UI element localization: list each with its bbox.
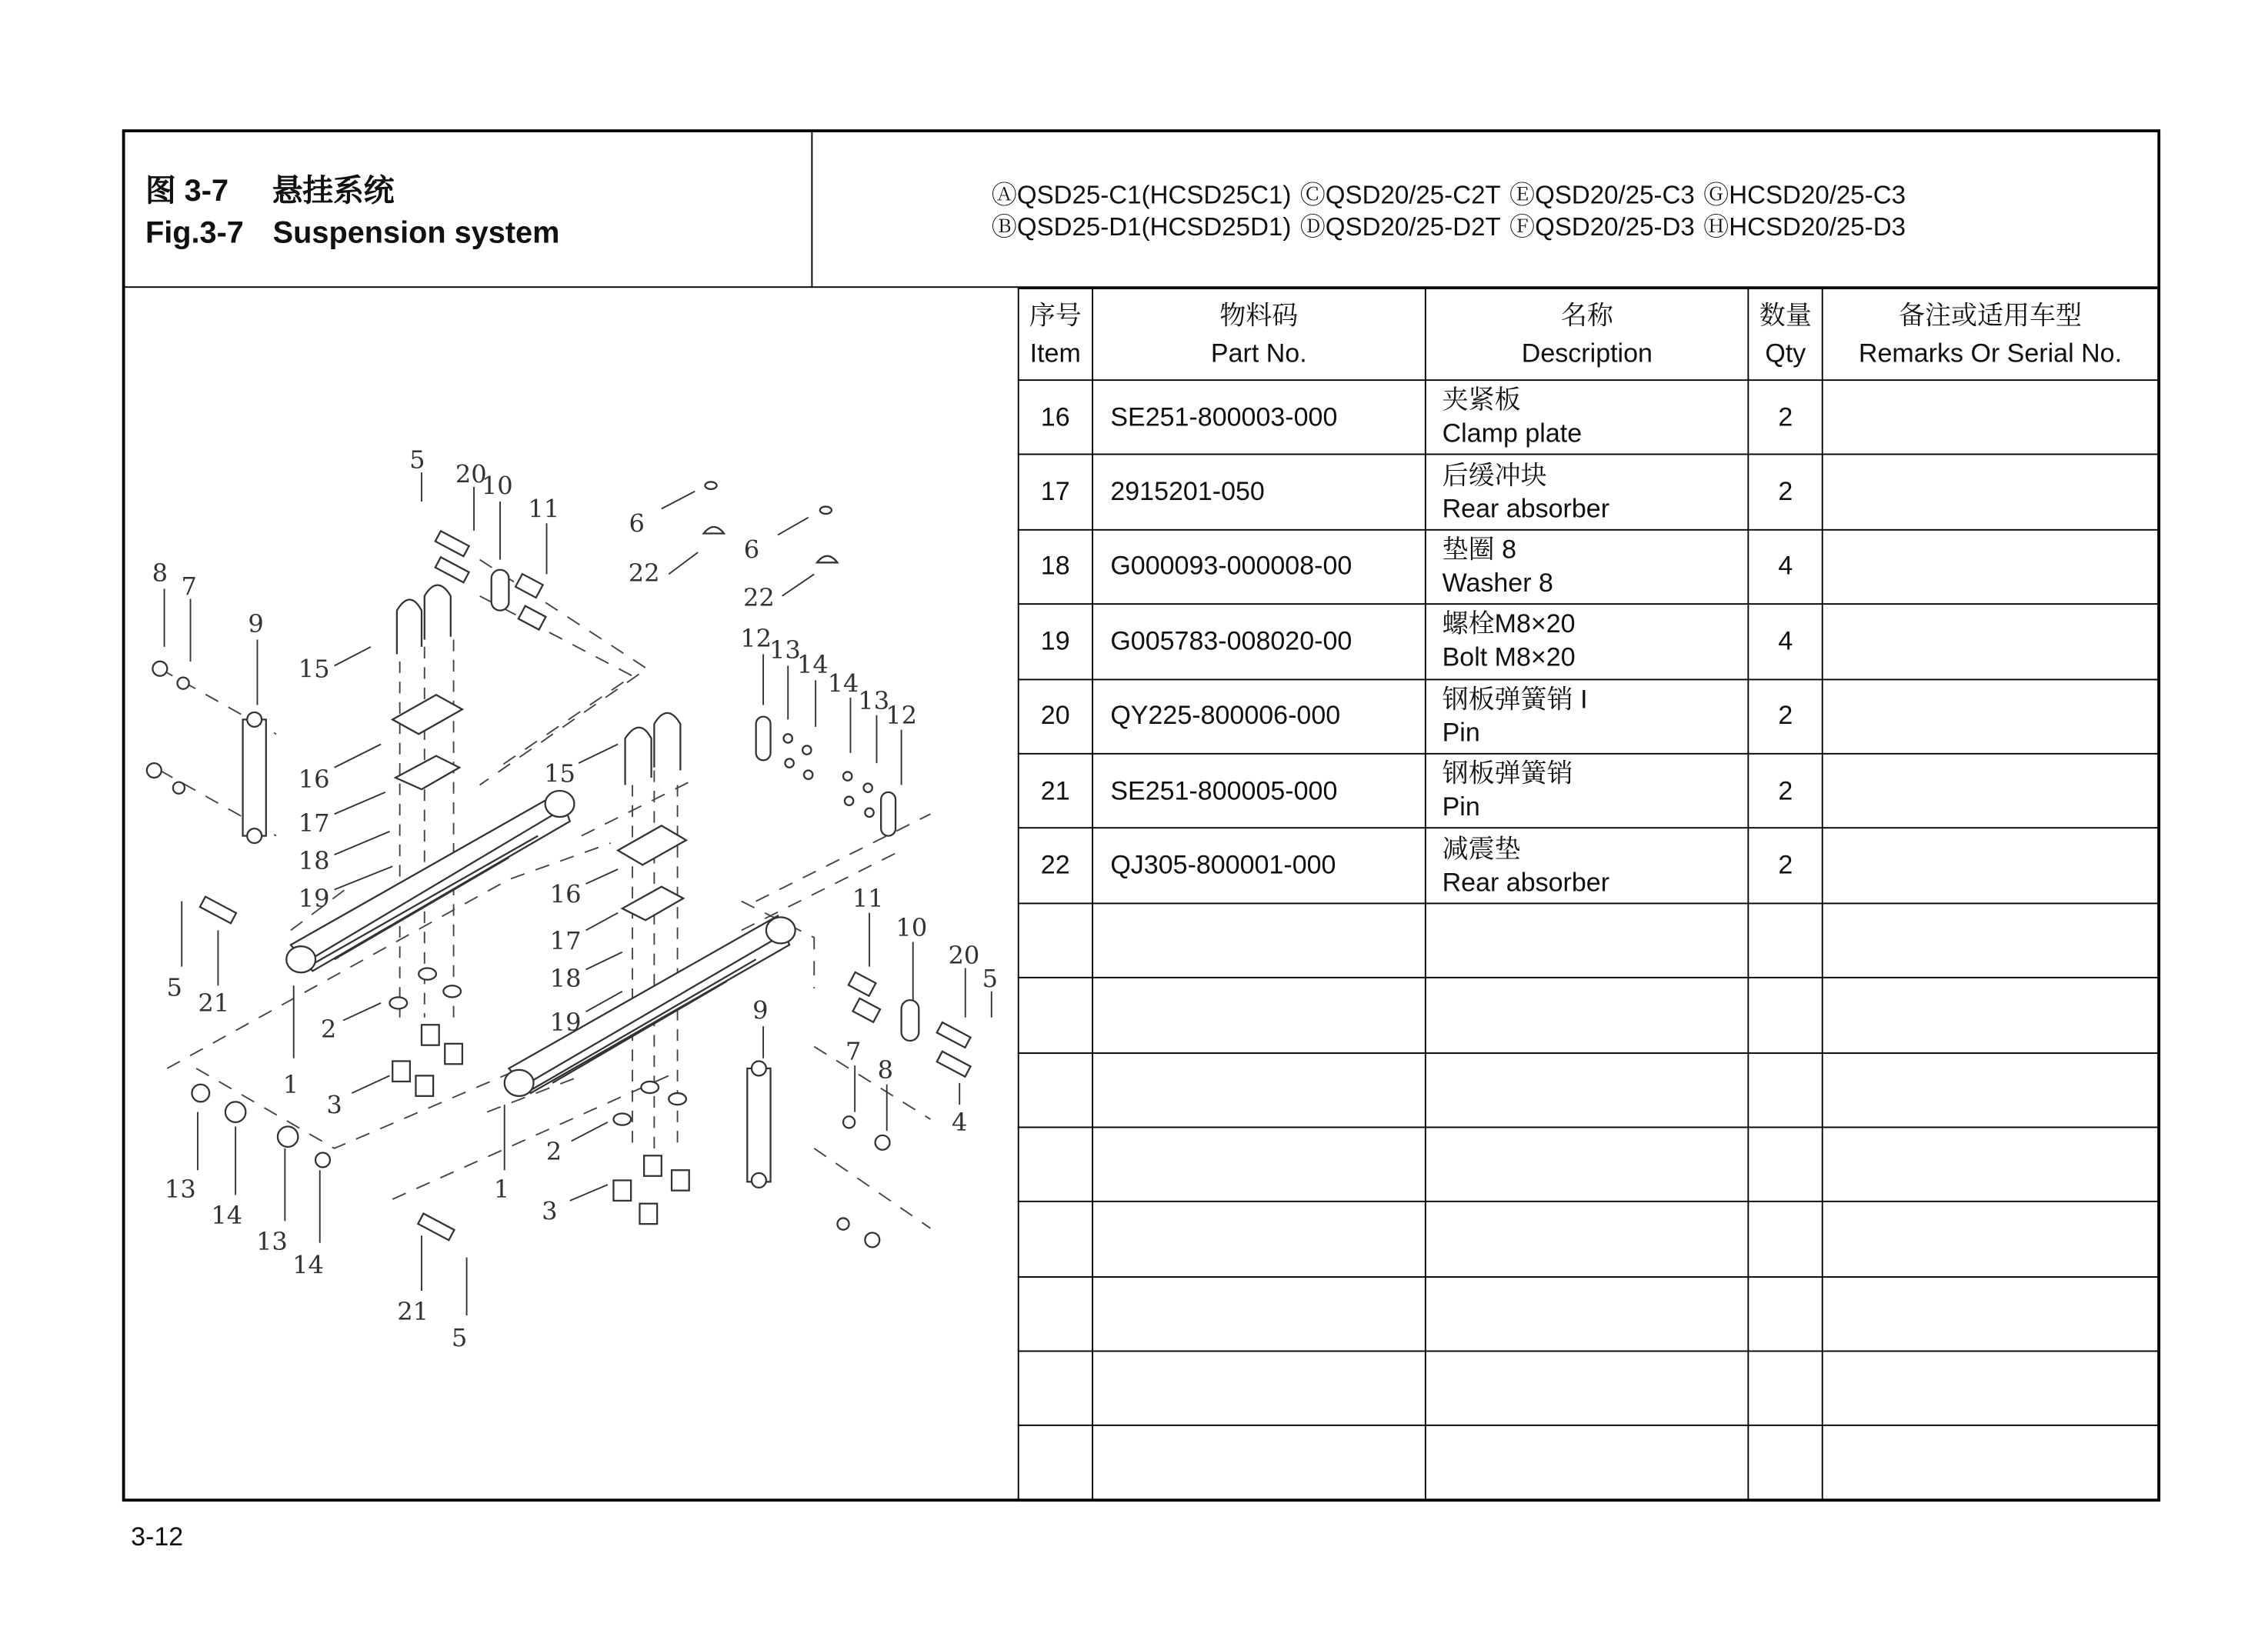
shock-absorber-right	[747, 1068, 770, 1182]
shackle-mid-2	[881, 792, 896, 836]
description-cn: 减震垫	[1442, 833, 1521, 863]
callout-5: 5	[451, 1322, 468, 1352]
qty-cell: 4	[1749, 529, 1823, 604]
callout-6: 6	[743, 535, 760, 565]
page-number: 3-12	[131, 1522, 184, 1552]
part-no-cell: G000093-000008-00	[1092, 529, 1426, 604]
description-en: Rear absorber	[1442, 493, 1610, 523]
part-no-cell: 2915201-050	[1092, 455, 1426, 529]
description-cell	[1426, 455, 1749, 529]
callout-12: 12	[740, 623, 772, 653]
column-header	[1092, 288, 1426, 380]
table-row	[1019, 679, 2159, 754]
part-no-cell: QY225-800006-000	[1092, 679, 1426, 754]
remarks-cell	[1823, 380, 2159, 455]
clamp-plate-right	[618, 825, 686, 865]
description-en: Washer 8	[1442, 568, 1553, 598]
column-header-cn: 名称	[1560, 301, 1613, 330]
leaf-spring-left	[291, 792, 570, 971]
exploded-suspension-diagram	[125, 288, 1012, 1492]
column-header-en: Part No.	[1210, 338, 1307, 368]
callout-14: 14	[796, 649, 829, 679]
callout-9: 9	[248, 609, 264, 639]
model-code: ⒽHCSD20/25-D3	[1703, 212, 1906, 242]
figure-title-en: Fig.3-7 Suspension system	[145, 216, 560, 251]
callout-18: 18	[549, 964, 582, 994]
column-header	[1823, 288, 2159, 380]
description-en: Bolt M8×20	[1442, 642, 1576, 672]
column-header-cn: 备注或适用车型	[1898, 301, 2083, 330]
description-cn: 后缓冲块	[1442, 460, 1547, 490]
item-cell: 20	[1019, 679, 1092, 754]
model-code: ⒼHCSD20/25-C3	[1703, 180, 1906, 210]
callout-5: 5	[166, 972, 182, 1002]
callout-14: 14	[292, 1250, 325, 1280]
callout-8: 8	[877, 1055, 894, 1085]
model-code: ⒻQSD20/25-D3	[1509, 212, 1695, 242]
callout-12: 12	[886, 701, 918, 731]
column-header-en: Item	[1029, 338, 1081, 368]
column-header	[1426, 288, 1749, 380]
column-header-en: Remarks Or Serial No.	[1858, 338, 2123, 368]
empty-table-row	[1019, 1127, 2159, 1202]
qty-cell: 2	[1749, 455, 1823, 529]
description-en: Clamp plate	[1442, 418, 1583, 448]
callout-4: 4	[951, 1108, 968, 1138]
description-cell	[1426, 828, 1749, 903]
callout-3: 3	[542, 1196, 558, 1226]
callout-8: 8	[152, 558, 168, 588]
clamp-plate-left	[392, 695, 462, 734]
callout-11: 11	[528, 494, 560, 524]
header-divider	[811, 132, 812, 286]
callout-14: 14	[211, 1201, 243, 1231]
table-row	[1019, 828, 2159, 903]
callout-13: 13	[769, 635, 801, 665]
applicable-models	[992, 178, 1915, 242]
remarks-cell	[1823, 529, 2159, 604]
column-header-en: Qty	[1765, 338, 1806, 368]
description-cell	[1426, 604, 1749, 678]
shock-absorber-left	[243, 719, 266, 835]
model-code: ⒺQSD20/25-C3	[1509, 180, 1695, 210]
callout-13: 13	[858, 686, 890, 716]
remarks-cell	[1823, 679, 2159, 754]
table-row	[1019, 529, 2159, 604]
callout-22: 22	[628, 558, 660, 588]
model-code: ⒶQSD25-C1(HCSD25C1)	[991, 180, 1292, 210]
parts-drawings	[147, 482, 971, 1247]
empty-table-row	[1019, 1202, 2159, 1276]
callout-20: 20	[455, 459, 487, 489]
callout-2: 2	[545, 1136, 562, 1166]
description-cell	[1426, 380, 1749, 455]
callout-6: 6	[629, 508, 645, 538]
item-cell: 19	[1019, 604, 1092, 678]
callout-1: 1	[493, 1175, 510, 1205]
empty-table-row	[1019, 903, 2159, 978]
part-no-cell: SE251-800005-000	[1092, 754, 1426, 828]
column-header-cn: 物料码	[1219, 301, 1299, 330]
item-cell: 21	[1019, 754, 1092, 828]
callout-2: 2	[320, 1015, 337, 1045]
shackle-left	[492, 570, 509, 611]
model-code: ⒹQSD20/25-D2T	[1299, 212, 1501, 242]
description-cn: 钢板弹簧销 I	[1442, 684, 1588, 714]
callout-17: 17	[549, 925, 582, 955]
callout-16: 16	[549, 879, 582, 909]
callout-14: 14	[827, 668, 859, 698]
callout-18: 18	[298, 846, 330, 876]
column-header-cn: 序号	[1029, 301, 1082, 330]
part-no-cell: QJ305-800001-000	[1092, 828, 1426, 903]
remarks-cell	[1823, 828, 2159, 903]
shackle-right	[902, 1000, 919, 1041]
models-row-1	[992, 178, 1915, 211]
description-cn: 钢板弹簧销	[1442, 758, 1573, 788]
remarks-cell	[1823, 455, 2159, 529]
remarks-cell	[1823, 604, 2159, 678]
callout-7: 7	[181, 571, 197, 601]
callout-15: 15	[544, 758, 575, 788]
callout-17: 17	[298, 808, 330, 838]
item-cell: 18	[1019, 529, 1092, 604]
callout-11: 11	[852, 884, 884, 914]
callout-5: 5	[409, 445, 425, 475]
callout-1: 1	[282, 1070, 299, 1100]
callout-21: 21	[397, 1296, 429, 1326]
description-cn: 夹紧板	[1442, 385, 1521, 415]
empty-table-row	[1019, 1052, 2159, 1127]
model-code: ⒷQSD25-D1(HCSD25D1)	[991, 212, 1292, 242]
qty-cell: 2	[1749, 828, 1823, 903]
column-header-en: Description	[1521, 338, 1653, 368]
callout-5: 5	[982, 964, 999, 994]
callout-7: 7	[845, 1036, 862, 1066]
description-cell	[1426, 529, 1749, 604]
remarks-cell	[1823, 754, 2159, 828]
part-no-cell: G005783-008020-00	[1092, 604, 1426, 678]
empty-table-row	[1019, 1426, 2159, 1501]
callout-19: 19	[549, 1007, 582, 1037]
u-bolt-left	[397, 585, 451, 655]
description-en: Pin	[1442, 792, 1480, 822]
figure-title-cn: 图 3-7 悬挂系统	[145, 174, 395, 208]
models-row-2	[992, 211, 1915, 243]
callout-21: 21	[198, 988, 230, 1018]
table-row	[1019, 754, 2159, 828]
table-header-row	[1019, 288, 2159, 380]
callout-16: 16	[298, 765, 330, 795]
callout-10: 10	[896, 912, 928, 942]
empty-table-row	[1019, 1352, 2159, 1426]
qty-cell: 2	[1749, 679, 1823, 754]
callout-10: 10	[481, 471, 513, 501]
item-cell: 17	[1019, 455, 1092, 529]
description-cn: 螺栓M8×20	[1442, 609, 1576, 639]
description-cell	[1426, 754, 1749, 828]
part-no-cell: SE251-800003-000	[1092, 380, 1426, 455]
shackle-mid-1	[756, 717, 771, 761]
callout-labels	[152, 445, 998, 1352]
callout-13: 13	[255, 1227, 288, 1257]
description-en: Rear absorber	[1442, 867, 1610, 897]
callout-13: 13	[164, 1175, 196, 1205]
item-cell: 22	[1019, 828, 1092, 903]
bushings-nuts	[147, 482, 971, 1247]
description-cn: 垫圈 8	[1442, 535, 1517, 565]
table-row	[1019, 604, 2159, 678]
callout-22: 22	[742, 583, 775, 613]
empty-table-row	[1019, 978, 2159, 1052]
item-cell: 16	[1019, 380, 1092, 455]
callout-20: 20	[948, 940, 980, 970]
callout-9: 9	[752, 995, 769, 1025]
description-cell	[1426, 679, 1749, 754]
model-code: ⒸQSD20/25-C2T	[1299, 180, 1501, 210]
qty-cell: 2	[1749, 754, 1823, 828]
qty-cell: 4	[1749, 604, 1823, 678]
empty-table-row	[1019, 1277, 2159, 1352]
parts-table	[1018, 288, 2159, 1502]
column-header	[1019, 288, 1092, 380]
qty-cell: 2	[1749, 380, 1823, 455]
table-row	[1019, 380, 2159, 455]
callout-19: 19	[298, 884, 330, 914]
callout-15: 15	[298, 654, 330, 684]
description-en: Pin	[1442, 718, 1480, 747]
table-row	[1019, 455, 2159, 529]
callout-3: 3	[326, 1090, 342, 1120]
column-header-cn: 数量	[1759, 301, 1812, 330]
u-bolt-right	[625, 713, 681, 785]
column-header	[1749, 288, 1823, 380]
